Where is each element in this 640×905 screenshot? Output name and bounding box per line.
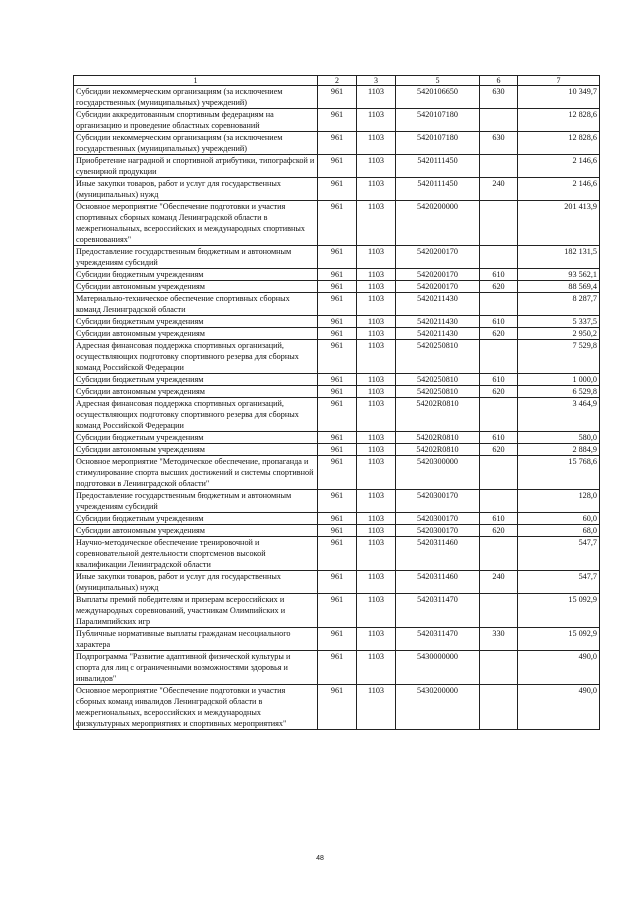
section-cell: 1103 [357, 537, 396, 571]
csr-cell: 5420300170 [396, 513, 480, 525]
section-cell: 1103 [357, 571, 396, 594]
name-cell: Субсидии автономным учреждениям [74, 328, 318, 340]
vr-cell: 620 [480, 386, 518, 398]
gr-cell: 961 [318, 109, 357, 132]
vr-cell: 610 [480, 269, 518, 281]
name-cell: Субсидии автономным учреждениям [74, 386, 318, 398]
section-cell: 1103 [357, 685, 396, 730]
sum-cell: 10 349,7 [518, 86, 600, 109]
header-cell-7: 7 [518, 76, 600, 86]
csr-cell: 5420106650 [396, 86, 480, 109]
name-cell: Предоставление государственным бюджетным и автономным учреждениям субсидий [74, 490, 318, 513]
section-cell: 1103 [357, 155, 396, 178]
name-cell: Основное мероприятие "Обеспечение подготовки и участия сборных команд инвалидов Ленинградской области в межрегиональных, всероссийских и международных физкультурных мероприятиях и спортивных мероприятиях" [74, 685, 318, 730]
vr-cell: 630 [480, 132, 518, 155]
header-cell-2: 2 [318, 76, 357, 86]
table-row [74, 513, 600, 525]
section-cell: 1103 [357, 525, 396, 537]
csr-cell: 54202R0810 [396, 444, 480, 456]
table-row [74, 490, 600, 513]
section-cell: 1103 [357, 201, 396, 246]
header-cell-1: 1 [74, 76, 318, 86]
vr-cell: 620 [480, 444, 518, 456]
gr-cell: 961 [318, 316, 357, 328]
sum-cell: 580,0 [518, 432, 600, 444]
gr-cell: 961 [318, 444, 357, 456]
sum-cell: 128,0 [518, 490, 600, 513]
csr-cell: 5420250810 [396, 374, 480, 386]
vr-cell: 630 [480, 86, 518, 109]
vr-cell: 240 [480, 571, 518, 594]
sum-cell: 2 884,9 [518, 444, 600, 456]
sum-cell: 8 287,7 [518, 293, 600, 316]
section-cell: 1103 [357, 456, 396, 490]
csr-cell: 5420300000 [396, 456, 480, 490]
csr-cell: 5420311470 [396, 628, 480, 651]
csr-cell: 5420111450 [396, 178, 480, 201]
gr-cell: 961 [318, 571, 357, 594]
csr-cell: 5420111450 [396, 155, 480, 178]
table-row [74, 201, 600, 246]
gr-cell: 961 [318, 386, 357, 398]
vr-cell [480, 109, 518, 132]
name-cell: Предоставление государственным бюджетным и автономным учреждениям субсидий [74, 246, 318, 269]
vr-cell [480, 490, 518, 513]
header-cell-3: 3 [357, 76, 396, 86]
vr-cell: 620 [480, 281, 518, 293]
section-cell: 1103 [357, 86, 396, 109]
table-row [74, 269, 600, 281]
gr-cell: 961 [318, 293, 357, 316]
sum-cell: 2 146,6 [518, 178, 600, 201]
name-cell: Иные закупки товаров, работ и услуг для государственных (муниципальных) нужд [74, 178, 318, 201]
vr-cell [480, 456, 518, 490]
name-cell: Публичные нормативные выплаты гражданам несоциального характера [74, 628, 318, 651]
gr-cell: 961 [318, 398, 357, 432]
sum-cell: 490,0 [518, 651, 600, 685]
name-cell: Субсидии некоммерческим организациям (за исключением государственных (муниципальных) учреждений) [74, 86, 318, 109]
sum-cell: 12 828,6 [518, 109, 600, 132]
gr-cell: 961 [318, 178, 357, 201]
table-row [74, 386, 600, 398]
sum-cell: 182 131,5 [518, 246, 600, 269]
section-cell: 1103 [357, 281, 396, 293]
csr-cell: 5420107180 [396, 109, 480, 132]
table-header-row [74, 76, 600, 86]
gr-cell: 961 [318, 432, 357, 444]
gr-cell: 961 [318, 374, 357, 386]
budget-table [73, 75, 600, 730]
vr-cell [480, 201, 518, 246]
vr-cell [480, 340, 518, 374]
vr-cell [480, 246, 518, 269]
table-row [74, 456, 600, 490]
sum-cell: 490,0 [518, 685, 600, 730]
gr-cell: 961 [318, 490, 357, 513]
gr-cell: 961 [318, 594, 357, 628]
section-cell: 1103 [357, 328, 396, 340]
header-cell-6: 6 [480, 76, 518, 86]
gr-cell: 961 [318, 340, 357, 374]
csr-cell: 5420250810 [396, 386, 480, 398]
gr-cell: 961 [318, 132, 357, 155]
table-row [74, 525, 600, 537]
vr-cell: 610 [480, 432, 518, 444]
section-cell: 1103 [357, 269, 396, 281]
csr-cell: 5430000000 [396, 651, 480, 685]
name-cell: Субсидии автономным учреждениям [74, 525, 318, 537]
gr-cell: 961 [318, 328, 357, 340]
sum-cell: 2 146,6 [518, 155, 600, 178]
section-cell: 1103 [357, 651, 396, 685]
vr-cell [480, 398, 518, 432]
name-cell: Субсидии бюджетным учреждениям [74, 374, 318, 386]
section-cell: 1103 [357, 246, 396, 269]
gr-cell: 961 [318, 651, 357, 685]
csr-cell: 5420200170 [396, 269, 480, 281]
name-cell: Субсидии автономным учреждениям [74, 281, 318, 293]
vr-cell [480, 537, 518, 571]
name-cell: Субсидии автономным учреждениям [74, 444, 318, 456]
section-cell: 1103 [357, 628, 396, 651]
gr-cell: 961 [318, 281, 357, 293]
table-row [74, 685, 600, 730]
csr-cell: 5420311460 [396, 571, 480, 594]
name-cell: Субсидии бюджетным учреждениям [74, 513, 318, 525]
name-cell: Иные закупки товаров, работ и услуг для государственных (муниципальных) нужд [74, 571, 318, 594]
name-cell: Основное мероприятие "Обеспечение подготовки и участия спортивных сборных команд Ленинградской области в межрегиональных, всероссийских и международных спортивных соревнованиях" [74, 201, 318, 246]
sum-cell: 3 464,9 [518, 398, 600, 432]
sum-cell: 547,7 [518, 537, 600, 571]
name-cell: Подпрограмма "Развитие адаптивной физической культуры и спорта для лиц с ограниченными возможностями здоровья и инвалидов" [74, 651, 318, 685]
sum-cell: 1 000,0 [518, 374, 600, 386]
vr-cell [480, 651, 518, 685]
csr-cell: 5420250810 [396, 340, 480, 374]
name-cell: Субсидии бюджетным учреждениям [74, 269, 318, 281]
csr-cell: 5420211430 [396, 328, 480, 340]
gr-cell: 961 [318, 201, 357, 246]
vr-cell: 610 [480, 374, 518, 386]
vr-cell: 620 [480, 525, 518, 537]
table-row [74, 432, 600, 444]
table-row [74, 651, 600, 685]
sum-cell: 15 768,6 [518, 456, 600, 490]
sum-cell: 201 413,9 [518, 201, 600, 246]
vr-cell [480, 155, 518, 178]
name-cell: Материально-техническое обеспечение спортивных сборных команд Ленинградской области [74, 293, 318, 316]
sum-cell: 6 529,8 [518, 386, 600, 398]
table-row [74, 571, 600, 594]
table-row [74, 293, 600, 316]
name-cell: Приобретение наградной и спортивной атрибутики, типографской и сувенирной продукции [74, 155, 318, 178]
csr-cell: 54202R0810 [396, 398, 480, 432]
csr-cell: 54202R0810 [396, 432, 480, 444]
section-cell: 1103 [357, 594, 396, 628]
sum-cell: 88 569,4 [518, 281, 600, 293]
name-cell: Субсидии некоммерческим организациям (за исключением государственных (муниципальных) учреждений) [74, 132, 318, 155]
sum-cell: 15 092,9 [518, 594, 600, 628]
table-row [74, 328, 600, 340]
section-cell: 1103 [357, 386, 396, 398]
section-cell: 1103 [357, 432, 396, 444]
name-cell: Субсидии бюджетным учреждениям [74, 432, 318, 444]
section-cell: 1103 [357, 374, 396, 386]
gr-cell: 961 [318, 269, 357, 281]
csr-cell: 5420200000 [396, 201, 480, 246]
csr-cell: 5420311470 [396, 594, 480, 628]
table-row [74, 132, 600, 155]
section-cell: 1103 [357, 490, 396, 513]
csr-cell: 5420200170 [396, 281, 480, 293]
csr-cell: 5420107180 [396, 132, 480, 155]
vr-cell [480, 293, 518, 316]
section-cell: 1103 [357, 444, 396, 456]
name-cell: Субсидии аккредитованным спортивным федерациям на организацию и проведение областных соревнований [74, 109, 318, 132]
sum-cell: 12 828,6 [518, 132, 600, 155]
table-row [74, 594, 600, 628]
table-row [74, 444, 600, 456]
name-cell: Адресная финансовая поддержка спортивных организаций, осуществляющих подготовку спортивного резерва для сборных команд Российской Федерации [74, 398, 318, 432]
table-row [74, 246, 600, 269]
table-body [74, 86, 600, 730]
sum-cell: 93 562,1 [518, 269, 600, 281]
section-cell: 1103 [357, 132, 396, 155]
gr-cell: 961 [318, 86, 357, 109]
name-cell: Выплаты премий победителям и призерам всероссийских и международных соревнований, участникам Олимпийских и Паралимпийских игр [74, 594, 318, 628]
name-cell: Субсидии бюджетным учреждениям [74, 316, 318, 328]
table-row [74, 178, 600, 201]
vr-cell: 610 [480, 316, 518, 328]
page-number: 48 [316, 855, 324, 862]
sum-cell: 68,0 [518, 525, 600, 537]
name-cell: Адресная финансовая поддержка спортивных организаций, осуществляющих подготовку спортивного резерва для сборных команд Российской Федерации [74, 340, 318, 374]
sum-cell: 7 529,8 [518, 340, 600, 374]
table-row [74, 281, 600, 293]
table-row [74, 109, 600, 132]
table-row [74, 537, 600, 571]
table-row [74, 340, 600, 374]
gr-cell: 961 [318, 685, 357, 730]
name-cell: Основное мероприятие "Методическое обеспечение, пропаганда и стимулирование спорта высших достижений и системы спортивной подготовки в Ленинградской области" [74, 456, 318, 490]
sum-cell: 60,0 [518, 513, 600, 525]
csr-cell: 5430200000 [396, 685, 480, 730]
header-cell-5: 5 [396, 76, 480, 86]
vr-cell [480, 594, 518, 628]
table-row [74, 155, 600, 178]
gr-cell: 961 [318, 525, 357, 537]
section-cell: 1103 [357, 340, 396, 374]
gr-cell: 961 [318, 537, 357, 571]
table-row [74, 628, 600, 651]
sum-cell: 2 950,2 [518, 328, 600, 340]
gr-cell: 961 [318, 513, 357, 525]
csr-cell: 5420300170 [396, 490, 480, 513]
table-row [74, 316, 600, 328]
csr-cell: 5420300170 [396, 525, 480, 537]
table-row [74, 398, 600, 432]
csr-cell: 5420211430 [396, 316, 480, 328]
section-cell: 1103 [357, 178, 396, 201]
section-cell: 1103 [357, 513, 396, 525]
vr-cell: 330 [480, 628, 518, 651]
csr-cell: 5420200170 [396, 246, 480, 269]
csr-cell: 5420311460 [396, 537, 480, 571]
table-row [74, 86, 600, 109]
section-cell: 1103 [357, 398, 396, 432]
table-row [74, 374, 600, 386]
gr-cell: 961 [318, 628, 357, 651]
vr-cell [480, 685, 518, 730]
section-cell: 1103 [357, 109, 396, 132]
gr-cell: 961 [318, 246, 357, 269]
gr-cell: 961 [318, 155, 357, 178]
section-cell: 1103 [357, 293, 396, 316]
sum-cell: 15 092,9 [518, 628, 600, 651]
name-cell: Научно-методическое обеспечение тренировочной и соревновательной деятельности спортсменов высокой квалификации Ленинградской области [74, 537, 318, 571]
gr-cell: 961 [318, 456, 357, 490]
section-cell: 1103 [357, 316, 396, 328]
sum-cell: 547,7 [518, 571, 600, 594]
vr-cell: 610 [480, 513, 518, 525]
vr-cell: 620 [480, 328, 518, 340]
csr-cell: 5420211430 [396, 293, 480, 316]
vr-cell: 240 [480, 178, 518, 201]
sum-cell: 5 337,5 [518, 316, 600, 328]
